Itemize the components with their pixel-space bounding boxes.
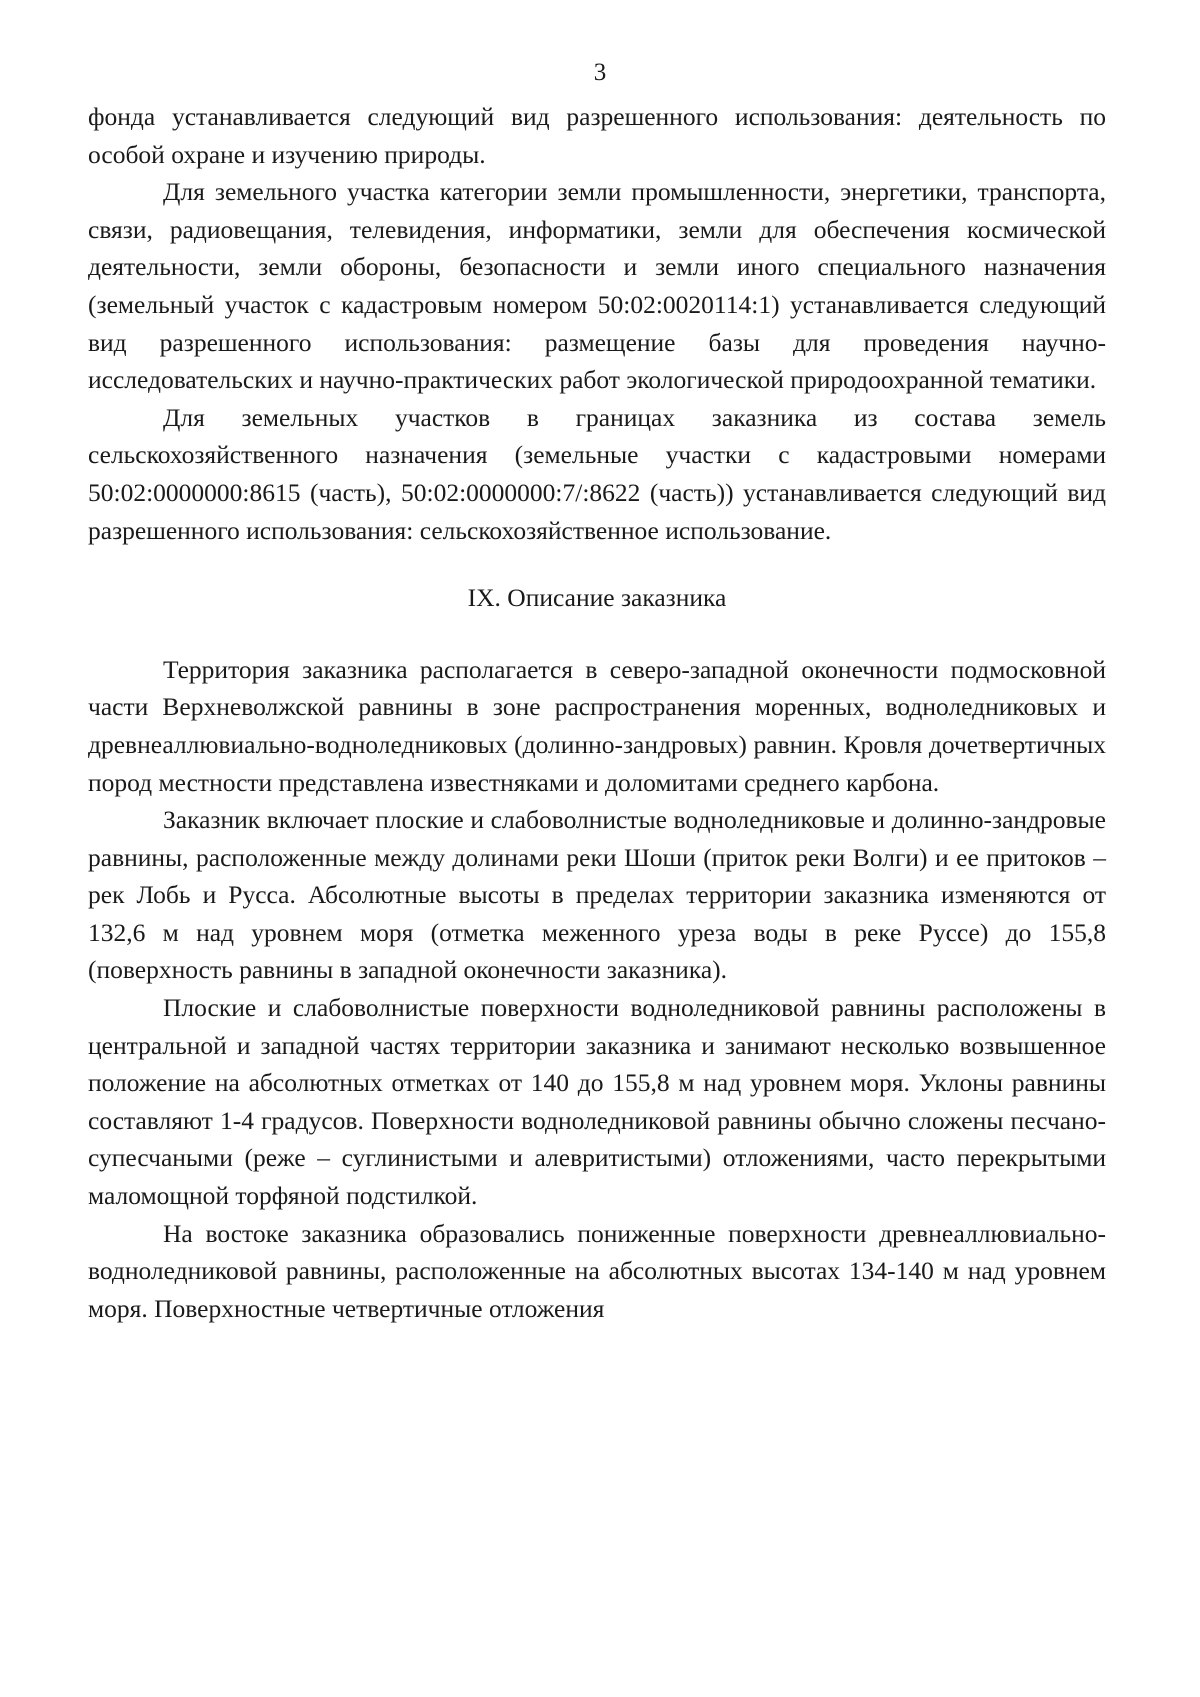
paragraph-plains-heights: Заказник включает плоские и слабоволнистые водноледниковые и долинно-зандровые равнины, расположенные между долинами реки Шоши (приток реки Волги) и ее притоков – рек Лобь и Русса. Абсолютные высоты в пределах территории заказника изменяются от 132,6 м над уровнем моря (отметка меженного уреза воды в реке Руссе) до 155,8 (поверхность равнины в западной оконечности заказника). <box>88 805 1106 985</box>
page-number: 3 <box>593 59 607 86</box>
paragraph-glacial-plain: Плоские и слабоволнистые поверхности водноледниковой равнины расположены в центральной и западной частях территории заказника и занимают несколько возвышенное положение на абсолютных отметках от 140 до 155,8 м над уровнем моря. Уклоны равнины составляют 1-4 градусов. Поверхности водноледниковой равнины обычно сложены песчано-супесчаными (реже – суглинистыми и алевритистыми) отложениями, часто перекрытыми маломощной торфяной подстилкой. <box>88 993 1106 1211</box>
document-body <box>88 98 1106 1327</box>
paragraph-territory-location: Территория заказника располагается в северо-западной оконечности подмосковной части Верхневолжской равнины в зоне распространения моренных, водноледниковых и древнеаллювиально-водноледниковых (долинно-зандровых) равнин. Кровля дочетвертичных пород местности представлена известняками и доломитами среднего карбона. <box>88 654 1106 797</box>
section-heading: IX. Описание заказника <box>467 583 727 613</box>
paragraph-industrial-land: Для земельного участка категории земли промышленности, энергетики, транспорта, связи, радиовещания, телевидения, информатики, земли для обеспечения космической деятельности, земли обороны, безопасности и земли иного специального назначения (земельный участок с кадастровым номером 50:02:0020114:1) устанавливается следующий вид разрешенного использования: размещение базы для проведения научно-исследовательских и научно-практических работ экологической природоохранной тематики. <box>88 177 1106 395</box>
paragraph-agricultural-land: Для земельных участков в границах заказника из состава земель сельскохозяйственного назначения (земельные участки с кадастровыми номерами 50:02:0000000:8615 (часть), 50:02:0000000:7/:8622 (часть)) устанавливается следующий вид разрешенного использования: сельскохозяйственное использование. <box>88 402 1106 545</box>
paragraph-continued: фонда устанавливается следующий вид разрешенного использования: деятельность по особой охране и изучению природы. <box>88 102 1106 169</box>
paragraph-eastern-plain: На востоке заказника образовались пониженные поверхности древнеаллювиально-водноледниковой равнины, расположенные на абсолютных высотах 134-140 м над уровнем моря. Поверхностные четвертичные отложения <box>88 1218 1106 1323</box>
